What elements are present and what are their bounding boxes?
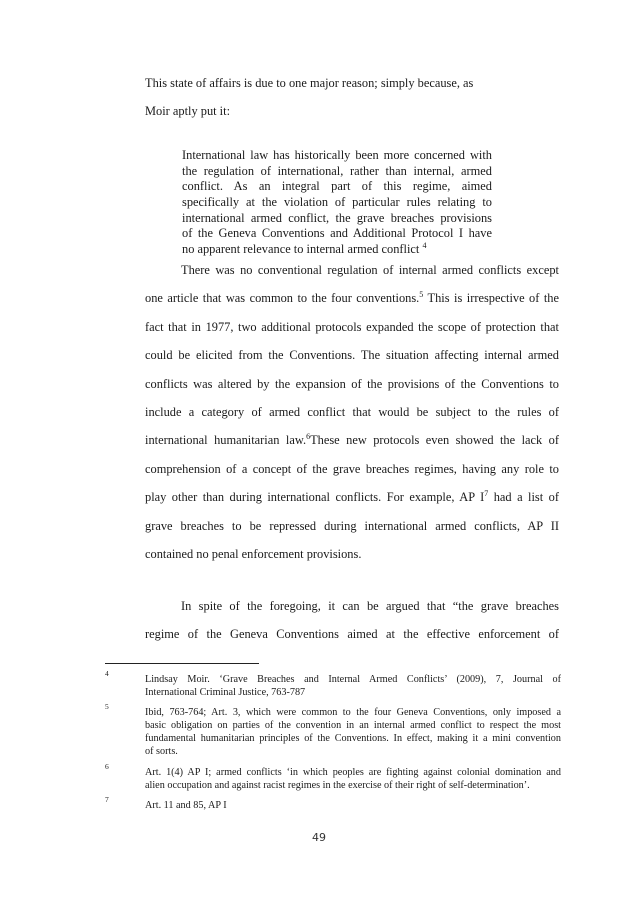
quote-line: conflict. As an integral part of this regime, aimed	[182, 179, 492, 194]
body-line: conflicts was altered by the expansion of the provisions of the Conventions to	[145, 376, 559, 391]
footnote-ref: 5	[419, 290, 424, 300]
body-line	[145, 426, 559, 454]
footnote-number: 5	[105, 702, 109, 711]
page-number: 49	[312, 831, 326, 844]
body-line: There was no conventional regulation of internal armed conflicts except	[181, 263, 559, 277]
footnote-number: 4	[105, 669, 109, 678]
footnote-separator	[105, 663, 259, 664]
footnote-line: Art. 1(4) AP I; armed conflicts ‘in which peoples are fighting against colonial domination and	[145, 767, 561, 778]
body-line	[145, 284, 559, 312]
quote-line: of the Geneva Conventions and Additional Protocol I have	[182, 226, 492, 241]
intro-line-2: Moir aptly put it:	[145, 104, 231, 118]
footnote-line: Art. 11 and 85, AP I	[145, 800, 227, 811]
quote-line: the regulation of international, rather than internal, armed	[182, 163, 492, 178]
body-line: regime of the Geneva Conventions aimed at the effective enforcement of	[145, 627, 559, 642]
footnote-line: International Criminal Justice, 763-787	[145, 687, 306, 698]
body-line: comprehension of a concept of the grave breaches regimes, having any role to	[145, 461, 559, 476]
body-line: could be elicited from the Conventions. The situation affecting internal armed	[145, 348, 559, 363]
footnote-line: alien occupation and against racist regimes in the exercise of their right of self-determination’.	[145, 780, 530, 791]
second-paragraph	[145, 592, 559, 649]
footnote-line: Lindsay Moir. ‘Grave Breaches and Internal Armed Conflicts’ (2009), 7, Journal of	[145, 674, 561, 685]
quote-line: international armed conflict, the grave breaches provisions	[182, 210, 492, 225]
body-paragraph	[145, 256, 559, 568]
body-line	[145, 483, 559, 511]
quote-line: International law has historically been more concerned with	[182, 148, 492, 162]
footnote-line: fundamental humanitarian principles of the Conventions. In effect, making it a mini convention	[145, 733, 561, 744]
footnote-line: basic obligation on parties of the convention in an internal armed conflict to respect the most	[145, 720, 561, 731]
footnote-number: 7	[105, 795, 109, 804]
body-line: include a category of armed conflict that would be subject to the rules of	[145, 404, 559, 419]
intro-line-1: This state of affairs is due to one major reason; simply because, as	[145, 76, 474, 90]
footnote-line: Ibid, 763-764; Art. 3, which were common to the four Geneva Conventions, only imposed a	[145, 707, 561, 718]
block-quote	[182, 148, 492, 258]
body-text: This is irrespective of the	[423, 291, 559, 306]
body-line: grave breaches to be repressed during international armed conflicts, AP II	[145, 518, 559, 533]
body-text: international humanitarian law.	[145, 433, 307, 448]
body-text: one article that was common to the four conventions.	[145, 291, 420, 306]
body-text: play other than during international conflicts. For example, AP I	[145, 490, 485, 505]
body-line: In spite of the foregoing, it can be argued that “the grave breaches	[181, 599, 559, 613]
body-text: These new protocols even showed the lack of	[310, 433, 559, 448]
footnote-line: of sorts.	[145, 746, 178, 757]
body-line: fact that in 1977, two additional protocols expanded the scope of protection that	[145, 319, 559, 334]
body-line: contained no penal enforcement provisions.	[145, 546, 362, 561]
footnote-ref: 6	[306, 432, 311, 442]
quote-line: specifically at the violation of particular rules relating to	[182, 195, 492, 210]
footnote-ref: 7	[484, 489, 489, 499]
quote-line-text: no apparent relevance to internal armed conflict	[182, 242, 420, 257]
footnote-number: 6	[105, 762, 109, 771]
body-text: had a list of	[488, 490, 559, 505]
footnote-ref: 4	[422, 242, 427, 251]
